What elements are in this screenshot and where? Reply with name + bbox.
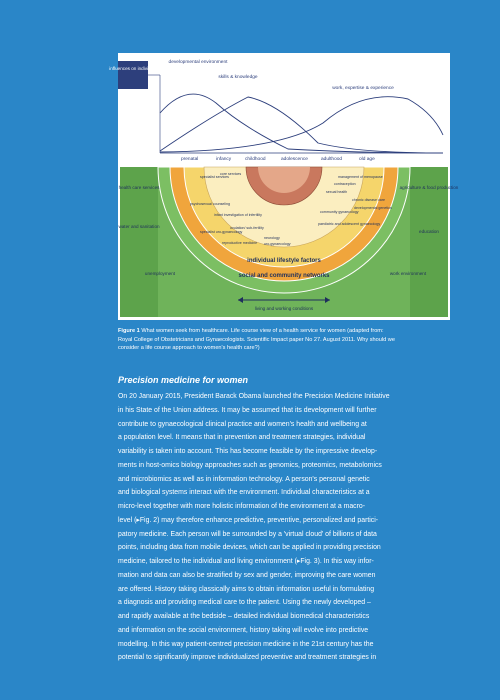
body-line: patory medicine. Each person will be surrounded by a 'virtual cloud' of billions of data: [118, 530, 377, 538]
inner-reproductive: reproductive medicine: [222, 241, 258, 245]
left-label-water: water and sanitation: [118, 224, 160, 229]
living-working-label: living and working conditions: [254, 306, 314, 311]
right-label-agriculture: agriculture & food production: [399, 185, 459, 190]
inner-sexual-health: sexual health: [326, 190, 348, 194]
right-label-work-environment: work environment: [389, 271, 427, 276]
inner-dev-genetics: developmental genetics: [354, 206, 392, 210]
body-line: a population level. It means that in prevention and treatment strategies, individual: [118, 434, 366, 442]
body-line: and microbiomics as well as in information technology. A person's personal genetic: [118, 475, 370, 483]
inner-chronic: chronic disease care: [352, 198, 385, 202]
body-line: On 20 January 2015, President Barack Obama launched the Precision Medicine Initiative: [118, 393, 390, 400]
life-course-diagram: [109, 53, 459, 320]
caption-text-1: What women seek from healthcare. Life course view of a health service for women (adapted from:: [141, 328, 384, 334]
inner-management: management of menopause: [338, 175, 383, 179]
work-curve: [160, 97, 443, 152]
body-line: and biological systems interact with the environment. Individual characteristics at a: [118, 489, 370, 497]
caption-line-2: Royal College of Obstetricians and Gynaecologists. Scientific Impact paper No 27. August 2011. Why should we: [118, 336, 395, 343]
caption-line-1: [118, 327, 454, 336]
caption-line-3: consider a life course approach to women's health care?): [118, 345, 260, 351]
figure-caption: [118, 327, 454, 353]
inner-neurology: neurology: [264, 236, 280, 240]
inner-specialist-label: specialist services: [200, 175, 229, 179]
social-band-label: social and community networks: [238, 273, 330, 279]
left-label-health-care: health care services: [118, 185, 160, 190]
body-line: variability is taken into account. This has become feasible by the impressive develop-: [118, 448, 378, 455]
body-line: points, including data from mobile devices, which can be applied in providing precision: [118, 544, 381, 552]
body-line: and information on the social environment, history taking will evolve into predictive: [118, 626, 369, 634]
stage-adolescence: adolescence: [281, 157, 308, 162]
inner-community: community gynaecology: [320, 210, 359, 214]
body-line: potential to significantly improve individualized preventive and treatment strategies in: [118, 654, 377, 662]
stage-prenatal: prenatal: [181, 157, 199, 162]
section-heading: Precision medicine for women: [118, 375, 249, 385]
stage-infancy: infancy: [216, 157, 232, 162]
body-line-fig3-ref[interactable]: medicine, tailored to the individual and living environment (▸Fig. 3). In this way infor-: [118, 558, 374, 565]
body-line: modelling. In this way patient-centred precision medicine in the 21st century has the: [118, 640, 374, 648]
body-line: a diagnosis and providing medical care to the patient. Using the newly developed –: [118, 599, 371, 607]
developmental-label: developmental environment: [168, 60, 228, 65]
inner-contraception: contraception: [334, 182, 356, 186]
inner-specialist-urogyn: specialist uro-gynaecology: [200, 230, 243, 234]
body-paragraph: [118, 390, 458, 665]
skills-curve: [160, 97, 443, 153]
work-label: work, expertise & experience: [332, 86, 394, 91]
body-line: are offered. History taking classically aims to obtain information useful in formulating: [118, 585, 375, 593]
inner-paediatric: paediatric and adolescent gynaecology: [318, 222, 381, 226]
skills-label: skills & knowledge: [218, 75, 258, 80]
inner-core-label: core services: [220, 172, 242, 176]
influences-label: influences on individual: [109, 66, 157, 71]
inner-infant: infant investigation of infertility: [214, 213, 262, 217]
figure-life-course-diagram: [109, 53, 459, 320]
body-line: ments in host-omics biology approaches such as genomics, proteomics, metabolomics: [118, 461, 382, 469]
left-label-unemployment: unemployment: [144, 271, 176, 276]
body-line-fig2-ref[interactable]: level (▸Fig. 2) may therefore enhance predictive, preventive, personalized and partici-: [118, 516, 379, 524]
inner-ovulation: ovulation/ sub-fertility: [230, 226, 264, 230]
body-line: contribute to gynaecological clinical practice and women's health and wellbeing at: [118, 420, 367, 428]
body-line: in his State of the Union address. It may be assumed that its development will further: [118, 406, 377, 414]
stage-childhood: childhood: [245, 157, 266, 162]
stage-old-age: old age: [359, 157, 375, 162]
figure-label: Figure 1: [118, 328, 140, 334]
body-line: micro-level together with more holistic information of the environment at a macro-: [118, 503, 366, 510]
inner-uro: uro-gynaecology: [264, 242, 291, 246]
inner-psychosexual: psychosexual counseling: [190, 202, 230, 206]
lifestyle-band-label: individual lifestyle factors: [247, 258, 321, 264]
stage-adulthood: adulthood: [321, 157, 343, 162]
right-label-education: education: [419, 229, 439, 234]
body-line: and rapidly available at the bedside – detailed individual biomedical characteristics: [118, 613, 370, 620]
body-line: mation and data can also be stratified by sex and gender, improving the care women: [118, 571, 376, 579]
